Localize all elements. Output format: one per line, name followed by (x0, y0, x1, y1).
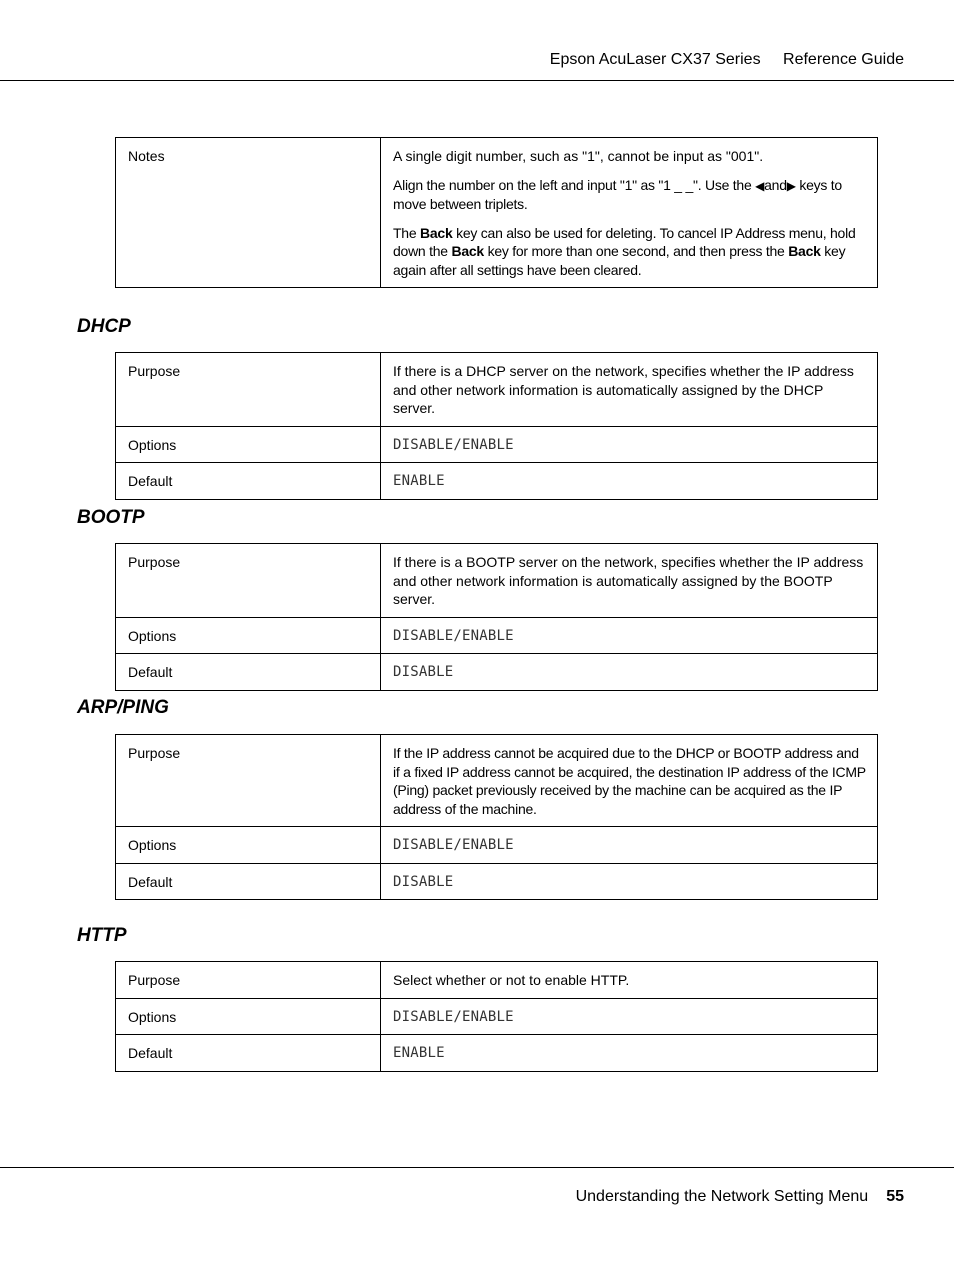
table-row (116, 998, 878, 1035)
purpose-value: If the IP address cannot be acquired due to the DHCP or BOOTP address and if a fixed IP address cannot be acquired, the destination IP address of the ICMP (Ping) packet previously received by the machine can be acquired as the IP address of the machine. (381, 735, 878, 827)
notes-text: keys to move between triplets. (393, 176, 842, 212)
default-label: Default (116, 463, 381, 500)
table-row (116, 544, 878, 618)
arp-ping-table (115, 734, 878, 900)
notes-text: The (393, 224, 421, 241)
table-row (116, 353, 878, 427)
table-row (116, 962, 878, 999)
footer-chapter: Understanding the Network Setting Menu (575, 1188, 869, 1205)
purpose-label: Purpose (116, 544, 381, 618)
notes-paragraph-1: A single digit number, such as "1", cannot be input as "001". (393, 148, 764, 164)
notes-paragraph-3 (393, 224, 867, 280)
page-number: 55 (886, 1188, 904, 1205)
http-table (115, 961, 878, 1072)
back-key-label: Back (788, 243, 821, 259)
purpose-label: Purpose (116, 353, 381, 427)
table-row (116, 617, 878, 654)
dhcp-table (115, 352, 878, 500)
section-title-dhcp: DHCP (77, 316, 131, 337)
notes-text: and (764, 176, 787, 193)
table-row (116, 654, 878, 691)
section-title-bootp: BOOTP (77, 507, 145, 528)
notes-value (381, 138, 878, 288)
options-label: Options (116, 426, 381, 463)
back-key-label: Back (451, 243, 484, 259)
purpose-value: If there is a DHCP server on the network, specifies whether the IP address and other network information is automatically assigned by the DHCP server. (381, 353, 878, 427)
table-row (116, 863, 878, 900)
notes-text: Align the number on the left and input "1" as "1 _ _". Use the (393, 176, 756, 193)
default-label: Default (116, 863, 381, 900)
page-header (0, 0, 954, 81)
table-row (116, 735, 878, 827)
default-value: DISABLE (381, 654, 878, 691)
header-guide: Reference Guide (783, 51, 904, 68)
default-value: ENABLE (381, 1035, 878, 1072)
default-value: ENABLE (381, 463, 878, 500)
table-row (116, 426, 878, 463)
page-footer (0, 1167, 954, 1205)
header-product: Epson AcuLaser CX37 Series (549, 51, 761, 68)
options-value: DISABLE/ENABLE (381, 617, 878, 654)
default-value: DISABLE (381, 863, 878, 900)
notes-table (115, 137, 878, 288)
purpose-label: Purpose (116, 735, 381, 827)
back-key-label: Back (420, 224, 453, 241)
header-text (550, 51, 904, 69)
table-row (116, 138, 878, 288)
purpose-label: Purpose (116, 962, 381, 999)
default-label: Default (116, 654, 381, 691)
options-label: Options (116, 998, 381, 1035)
left-arrow-icon: ◀ (755, 178, 765, 193)
table-row (116, 1035, 878, 1072)
purpose-value: Select whether or not to enable HTTP. (381, 962, 878, 999)
options-value: DISABLE/ENABLE (381, 827, 878, 864)
options-value: DISABLE/ENABLE (381, 998, 878, 1035)
purpose-value: If there is a BOOTP server on the network, specifies whether the IP address and other network information is automatically assigned by the BOOTP server. (381, 544, 878, 618)
default-label: Default (116, 1035, 381, 1072)
section-title-arp-ping: ARP/PING (77, 697, 169, 718)
options-value: DISABLE/ENABLE (381, 426, 878, 463)
notes-paragraph-2 (393, 176, 867, 214)
options-label: Options (116, 827, 381, 864)
section-title-http: HTTP (77, 925, 127, 946)
right-arrow-icon: ▶ (786, 178, 796, 193)
options-label: Options (116, 617, 381, 654)
notes-text: key can also be used for deleting. To cancel IP Address menu, hold down the (393, 224, 856, 259)
bootp-table (115, 543, 878, 691)
table-row (116, 463, 878, 500)
notes-text: key for more than one second, and then press the (483, 243, 789, 259)
table-row (116, 827, 878, 864)
notes-text: key again after all settings have been cleared. (393, 243, 846, 278)
notes-label: Notes (116, 138, 381, 288)
footer-text (576, 1188, 904, 1206)
